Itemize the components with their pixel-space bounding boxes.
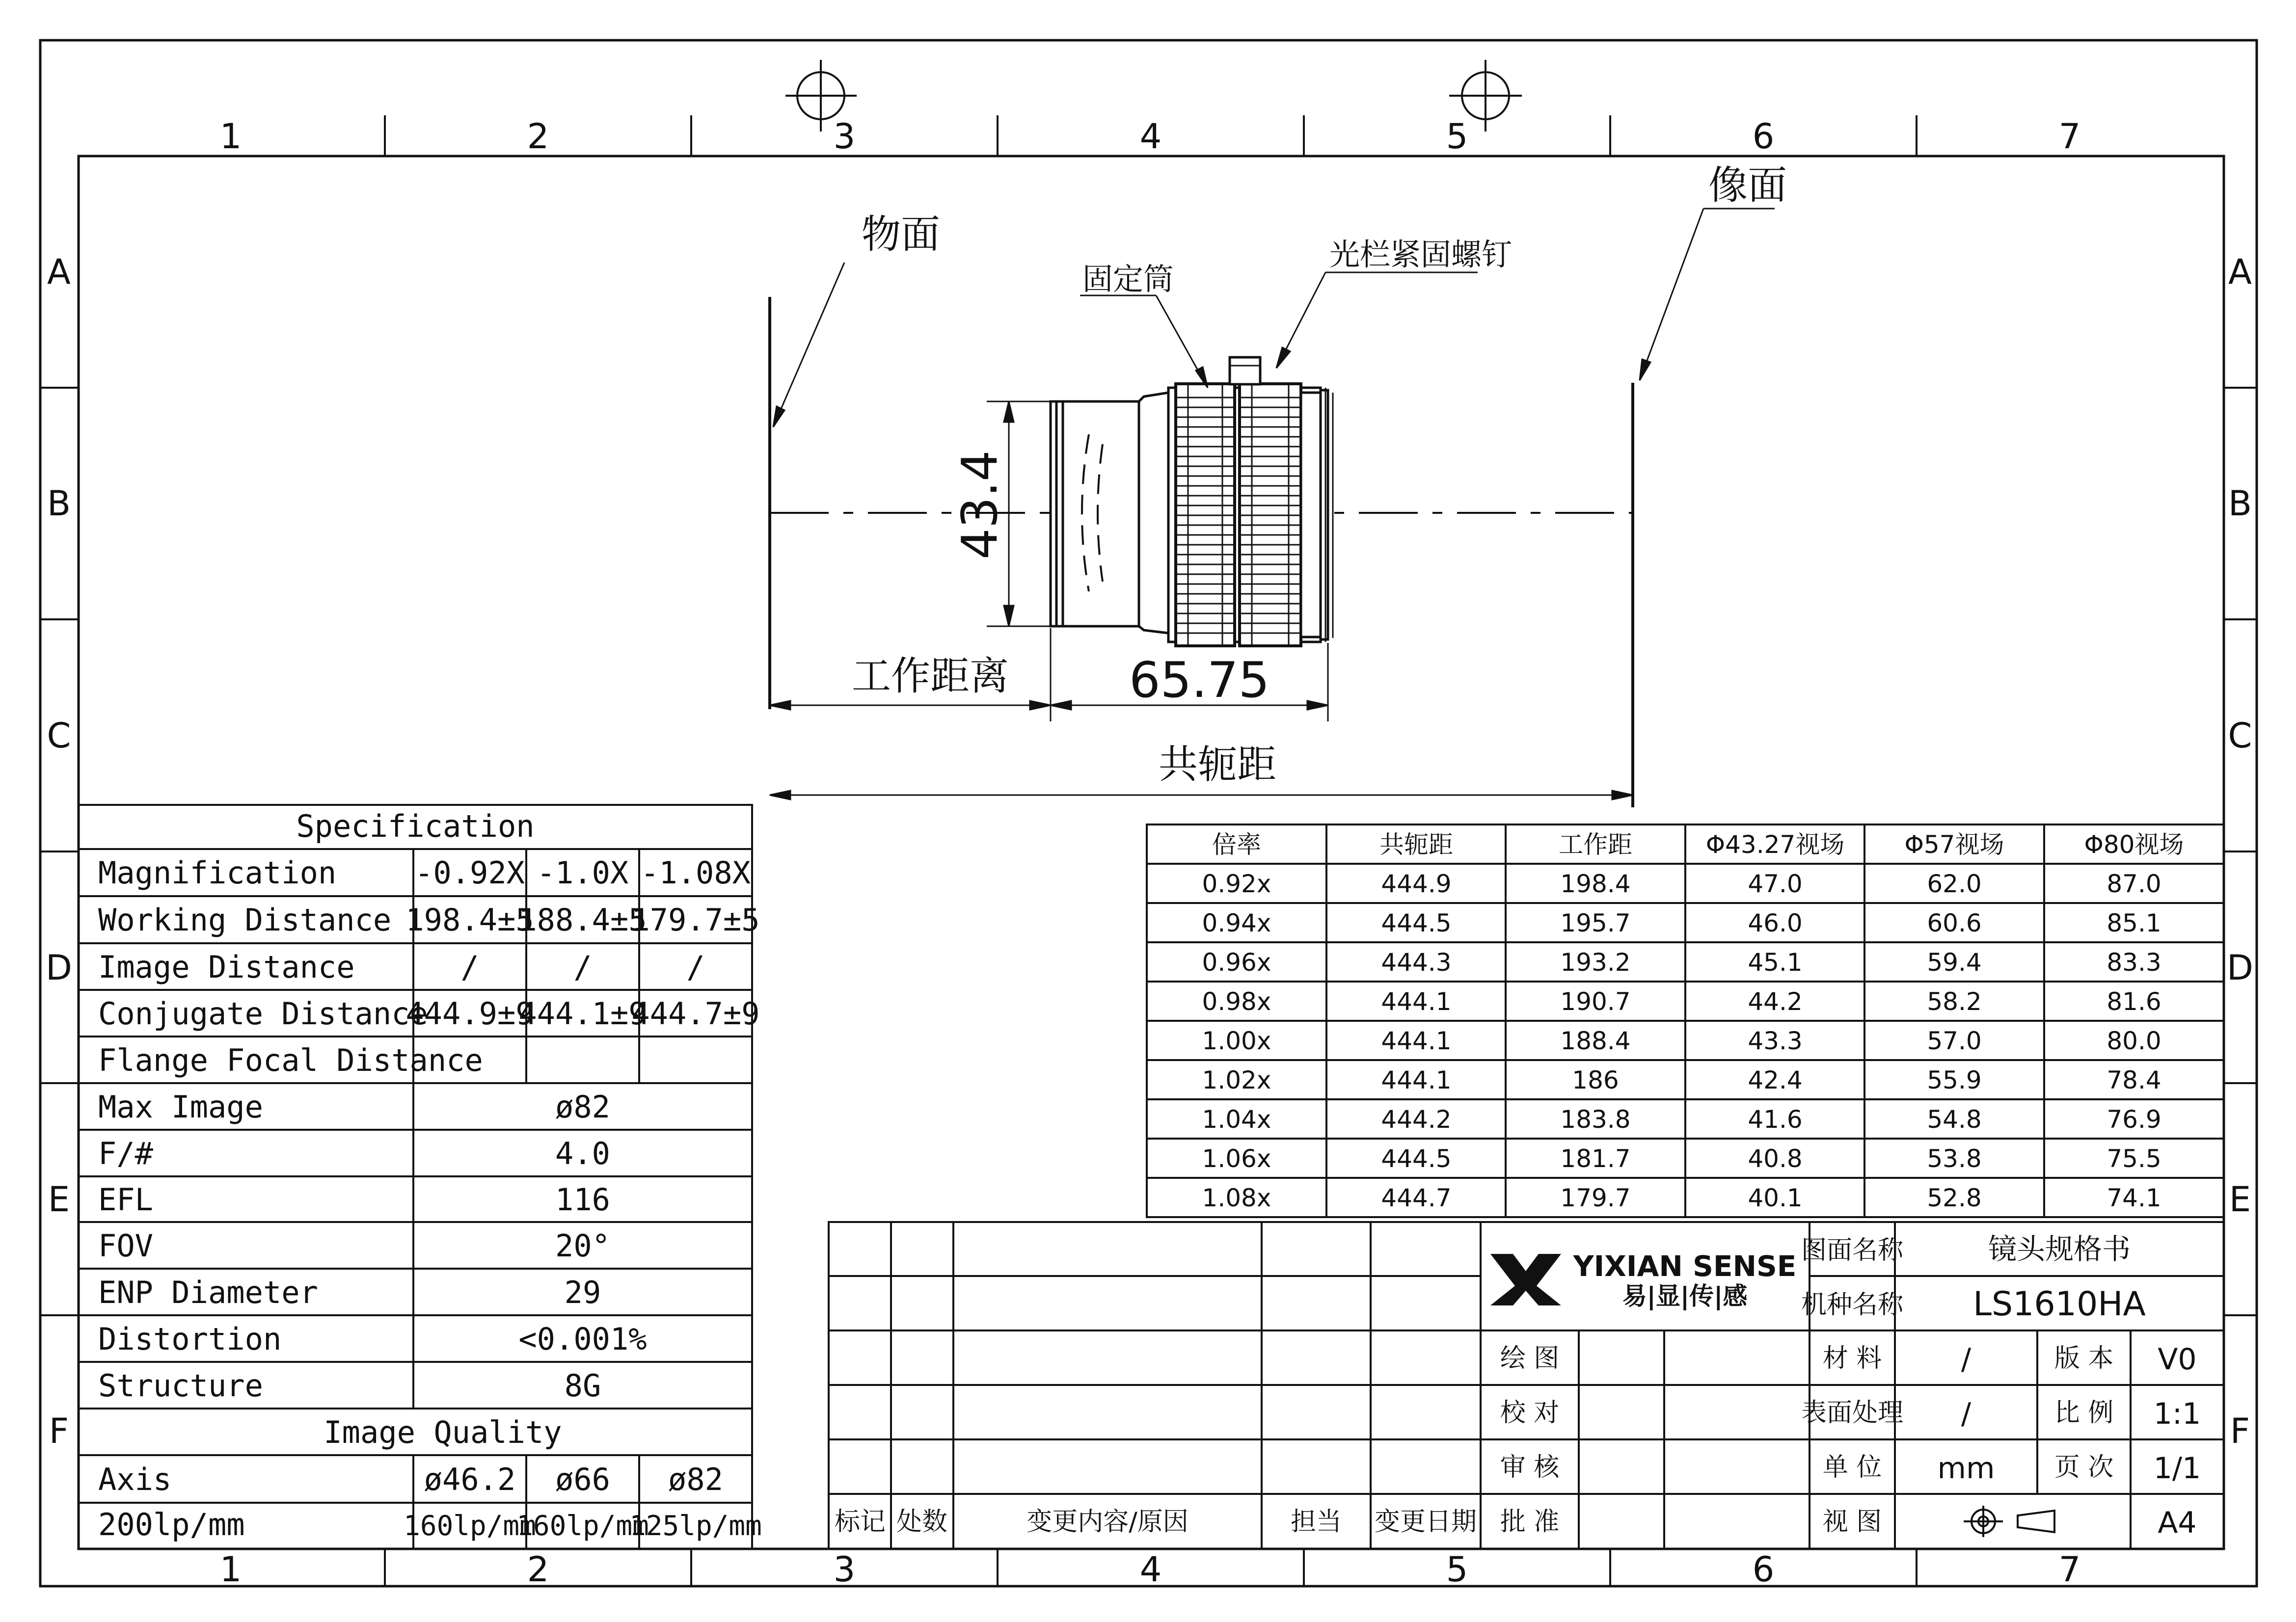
mag-table-cell: 58.2 (1927, 987, 1982, 1016)
row-label-left: D (46, 948, 72, 988)
col-label-bottom: 7 (2058, 1549, 2081, 1590)
spec-merged-label: Max Image (98, 1089, 263, 1125)
image-plane-label: 像面 (1708, 162, 1787, 208)
mag-table-cell: 59.4 (1927, 948, 1982, 977)
axis-label: Axis (98, 1462, 172, 1497)
company-name-cn: 易|显|传|感 (1622, 1282, 1748, 1310)
spec-merged-value: ø82 (555, 1089, 610, 1125)
mag-table-cell: 444.7 (1381, 1184, 1452, 1212)
spec-row-label: Working Distance (98, 902, 392, 938)
mag-table-cell: 181.7 (1560, 1144, 1631, 1173)
page-value: 1/1 (2153, 1451, 2201, 1486)
mag-table-cell: 444.3 (1381, 948, 1452, 977)
lens-drawing (770, 209, 1775, 807)
mag-header: 倍率 (1212, 830, 1261, 859)
col-label-top: 3 (833, 116, 856, 157)
row-label-left: A (47, 252, 71, 292)
lens-body (1051, 357, 1333, 646)
spec-row-value: 444.7±9 (631, 996, 760, 1032)
lp-value: 160lp/mm (404, 1510, 536, 1542)
mag-table-cell: 444.2 (1381, 1105, 1452, 1134)
mag-table-cell: 193.2 (1560, 948, 1631, 977)
mag-table-cell: 60.6 (1927, 909, 1982, 937)
mag-table-cell: 55.9 (1927, 1066, 1982, 1094)
row-label-right: F (2230, 1411, 2250, 1451)
mag-header: 共轭距 (1379, 830, 1453, 859)
sign-label: 绘 图 (1500, 1344, 1560, 1373)
spec-merged-value: 8G (564, 1368, 601, 1404)
rev-header: 变更内容/原因 (1026, 1507, 1189, 1537)
mag-row-magnification: 1.04x (1202, 1105, 1271, 1134)
unit-value: mm (1937, 1451, 1995, 1486)
mag-table-cell: 53.8 (1927, 1144, 1982, 1173)
mag-header: Φ43.27视场 (1705, 830, 1845, 859)
mag-table-cell: 76.9 (2107, 1105, 2161, 1134)
axis-value: ø66 (555, 1462, 610, 1497)
mag-row-magnification: 1.00x (1202, 1027, 1271, 1055)
material-value: / (1961, 1342, 1972, 1377)
mag-table-cell: 45.1 (1748, 948, 1803, 977)
row-label-left: C (47, 716, 71, 756)
spec-merged-value: 29 (564, 1275, 601, 1310)
mag-table-cell: 198.4 (1560, 870, 1631, 898)
unit-label: 单 位 (1822, 1453, 1882, 1482)
col-label-top: 6 (1752, 116, 1775, 157)
drawing-name: 镜头规格书 (1988, 1232, 2131, 1266)
magnification-table (1147, 824, 2224, 1217)
mag-header: Φ57视场 (1904, 830, 2004, 859)
rev-header: 标记 (834, 1507, 886, 1537)
row-label-right: C (2228, 716, 2252, 756)
yixian-logo (1490, 1254, 1561, 1305)
spec-row-value: / (686, 949, 705, 985)
mag-table-cell: 444.1 (1381, 1027, 1452, 1055)
page-label: 页 次 (2054, 1453, 2114, 1482)
spec-merged-value: 20° (555, 1228, 610, 1264)
spec-merged-label: F/# (98, 1136, 153, 1171)
spec-merged-label: EFL (98, 1182, 153, 1218)
mag-row-magnification: 1.06x (1202, 1144, 1271, 1173)
col-label-top: 7 (2058, 116, 2081, 157)
mag-table-cell: 46.0 (1748, 909, 1803, 937)
spec-row-value: -1.0X (537, 855, 629, 891)
sheet-size: A4 (2158, 1506, 2197, 1540)
col-label-top: 5 (1446, 116, 1468, 157)
mag-table-cell: 85.1 (2107, 909, 2161, 937)
surface-value: / (1961, 1397, 1972, 1431)
col-label-bottom: 3 (833, 1549, 856, 1590)
spec-row-label: Conjugate Distance (98, 996, 428, 1032)
mag-table-cell: 183.8 (1560, 1105, 1631, 1134)
fixed-barrel-label: 固定筒 (1082, 261, 1174, 297)
mag-table-cell: 75.5 (2107, 1144, 2161, 1173)
model-number: LS1610HA (1973, 1285, 2146, 1324)
mag-table-cell: 40.8 (1748, 1144, 1803, 1173)
row-label-right: B (2228, 483, 2252, 524)
view-label: 视 图 (1822, 1507, 1882, 1537)
spec-row-value: 444.9±9 (405, 996, 534, 1032)
row-label-left: F (49, 1411, 69, 1451)
version-label: 版 本 (2054, 1344, 2114, 1373)
mag-table-cell: 444.1 (1381, 1066, 1452, 1094)
aperture-screw-label: 光栏紧固螺钉 (1329, 237, 1513, 272)
mag-table-cell: 81.6 (2107, 987, 2161, 1016)
lp-value: 125lp/mm (629, 1510, 762, 1542)
spec-row-value: 198.4±5 (405, 902, 534, 938)
image-quality-title: Image Quality (324, 1414, 562, 1450)
mag-row-magnification: 0.98x (1202, 987, 1271, 1016)
spec-merged-label: Structure (98, 1368, 263, 1404)
mag-row-magnification: 1.02x (1202, 1066, 1271, 1094)
scale-label: 比 例 (2054, 1398, 2114, 1428)
spec-row-label: Magnification (98, 855, 337, 891)
model-label: 机种名称 (1801, 1290, 1904, 1320)
col-label-bottom: 6 (1752, 1549, 1775, 1590)
spec-merged-label: ENP Diameter (98, 1275, 318, 1310)
object-plane-label: 物面 (862, 212, 940, 257)
row-label-right: D (2227, 948, 2253, 988)
spec-row-value: -1.08X (641, 855, 751, 891)
row-label-left: B (47, 483, 71, 524)
mag-table-cell: 87.0 (2107, 870, 2161, 898)
axis-value: ø46.2 (424, 1462, 516, 1497)
material-label: 材 料 (1822, 1344, 1882, 1373)
spec-merged-value: <0.001% (518, 1321, 647, 1357)
rev-header: 处数 (896, 1507, 948, 1537)
spec-row-value: / (573, 949, 592, 985)
col-label-top: 1 (219, 116, 242, 157)
lp-value: 160lp/mm (516, 1510, 649, 1542)
sign-label: 审 核 (1500, 1453, 1560, 1482)
row-label-right: E (2229, 1179, 2251, 1220)
mag-table-cell: 80.0 (2107, 1027, 2161, 1055)
title-block (829, 1222, 2224, 1549)
spec-merged-value: 116 (555, 1182, 610, 1218)
spec-merged-label: FOV (98, 1228, 153, 1264)
col-label-bottom: 2 (527, 1549, 549, 1590)
mag-row-magnification: 1.08x (1202, 1184, 1271, 1212)
spec-row-value: / (460, 949, 479, 985)
spec-row-value: -0.92X (415, 855, 525, 891)
surface-label: 表面处理 (1801, 1398, 1904, 1428)
mag-table-cell: 47.0 (1748, 870, 1803, 898)
scale-value: 1:1 (2153, 1397, 2201, 1431)
mag-table-cell: 44.2 (1748, 987, 1803, 1016)
spec-title: Specification (296, 808, 535, 844)
mag-table-cell: 57.0 (1927, 1027, 1982, 1055)
conjugate-distance-label: 共轭距 (1159, 742, 1276, 787)
mag-table-cell: 195.7 (1560, 909, 1631, 937)
mag-table-cell: 444.1 (1381, 987, 1452, 1016)
mag-table-cell: 41.6 (1748, 1105, 1803, 1134)
row-label-right: A (2228, 252, 2252, 292)
mag-table-cell: 444.5 (1381, 1144, 1452, 1173)
spec-table (79, 805, 762, 1549)
row-label-left: E (48, 1179, 70, 1220)
mag-table-cell: 42.4 (1748, 1066, 1803, 1094)
mag-table-cell: 40.1 (1748, 1184, 1803, 1212)
diameter-dim-text: 43.4 (951, 450, 1008, 559)
col-label-bottom: 4 (1139, 1549, 1162, 1590)
mag-table-cell: 43.3 (1748, 1027, 1803, 1055)
mag-table-cell: 52.8 (1927, 1184, 1982, 1212)
axis-value: ø82 (668, 1462, 723, 1497)
dim-working-distance (770, 701, 1051, 710)
length-dim-text: 65.75 (1129, 651, 1270, 709)
mag-table-cell: 83.3 (2107, 948, 2161, 977)
sign-label: 校 对 (1500, 1398, 1560, 1428)
spec-merged-label: Distortion (98, 1321, 282, 1357)
mag-table-cell: 444.9 (1381, 870, 1452, 898)
spec-row-value: 444.1±9 (518, 996, 647, 1032)
mag-table-cell: 78.4 (2107, 1066, 2161, 1094)
mag-table-cell: 188.4 (1560, 1027, 1631, 1055)
projection-symbol-icon (1964, 1506, 2054, 1537)
aperture-screw (1230, 357, 1260, 384)
mag-row-magnification: 0.94x (1202, 909, 1271, 937)
mag-table-cell: 444.5 (1381, 909, 1452, 937)
version-value: V0 (2158, 1342, 2197, 1377)
mag-table-cell: 186 (1572, 1066, 1619, 1094)
mag-row-magnification: 0.92x (1202, 870, 1271, 898)
lp-label: 200lp/mm (98, 1507, 245, 1542)
dim-conjugate-distance (770, 791, 1633, 799)
sign-label: 批 准 (1500, 1507, 1560, 1537)
mag-header: 工作距 (1559, 830, 1632, 859)
col-label-bottom: 5 (1446, 1549, 1468, 1590)
spec-row-value: 188.4±5 (518, 902, 647, 938)
mag-table-cell: 54.8 (1927, 1105, 1982, 1134)
working-distance-label: 工作距离 (852, 653, 1009, 699)
spec-row-value: 179.7±5 (631, 902, 760, 938)
col-label-bottom: 1 (219, 1549, 242, 1590)
mag-table-cell: 190.7 (1560, 987, 1631, 1016)
mag-table-cell: 62.0 (1927, 870, 1982, 898)
rev-header: 变更日期 (1374, 1507, 1477, 1537)
col-label-top: 2 (527, 116, 549, 157)
mag-row-magnification: 0.96x (1202, 948, 1271, 977)
mag-table-cell: 74.1 (2107, 1184, 2161, 1212)
company-name-en: YIXIAN SENSE (1573, 1250, 1797, 1283)
drawing-name-label: 图面名称 (1801, 1236, 1904, 1265)
spec-row-label: Image Distance (98, 949, 355, 985)
mag-header: Φ80视场 (2084, 830, 2184, 859)
spec-merged-value: 4.0 (555, 1136, 610, 1171)
mag-table-cell: 179.7 (1560, 1184, 1631, 1212)
rev-header: 担当 (1290, 1507, 1342, 1537)
spec-row-label: Flange Focal Distance (98, 1042, 483, 1078)
col-label-top: 4 (1139, 116, 1162, 157)
